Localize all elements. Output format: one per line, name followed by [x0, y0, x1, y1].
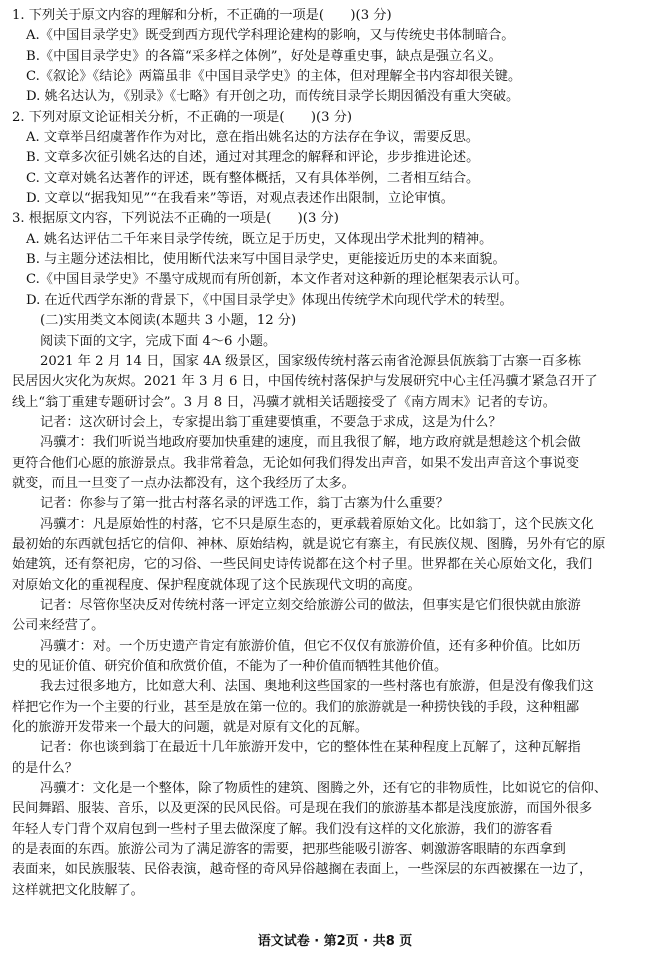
article-line: 线上“翁丁重建专题研讨会”。3 月 8 日，冯骥才就相关话题接受了《南方周末》记者的专访。	[12, 394, 556, 410]
section-title: (二)实用类文本阅读(本题共 3 小题，12 分)	[40, 313, 297, 329]
article-line: 民间舞蹈、服装、音乐，以及更深的民风民俗。可是现在我们的旅游基本都是浅度旅游，而国外很多	[12, 801, 593, 817]
article-line: 表面来，如民族服装、民俗表演，越奇怪的奇风异俗越搁在表面上，一些深层的东西被摞在一边了，	[12, 862, 593, 878]
question-stem: 3. 根据原文内容，下列说法不正确的一项是( )(3 分)	[12, 211, 339, 227]
article-line: 我去过很多地方，比如意大利、法国、奥地利这些国家的一些村落也有旅游，但是没有像我们这	[40, 679, 594, 695]
page-footer: 语文试卷 · 第2页 · 共8 页	[257, 934, 413, 949]
instruction: 阅读下面的文字，完成下面 4～6 小题。	[40, 333, 277, 349]
question-2	[12, 108, 658, 210]
article-line: 样把它作为一个主要的行业，甚至是放在第一位的。我们的旅游就是一种捞快钱的手段，这种粗鄙	[12, 699, 580, 715]
article-line: 化的旅游开发带来一个最大的问题，就是对原有文化的瓦解。	[12, 720, 369, 736]
article-line: 的是表面的东西。旅游公司为了满足游客的需要，把那些能吸引游客、刺激游客眼睛的东西拿到	[12, 842, 566, 858]
option-c: C.《叙论》《结论》两篇虽非《中国目录学史》的主体，但对理解全书内容却很关键。	[26, 69, 522, 85]
article-line: 2021 年 2 月 14 日，国家 4A 级景区，国家级传统村落云南省沧源县佤族翁丁古寨一百多栋	[40, 353, 582, 369]
article-line: 始建筑，还有祭祀房，它的习俗、一些民间史诗传说都在这个村子里。世界都在关心原始文化，我们	[12, 557, 593, 573]
option-a: A. 文章举吕绍虞著作作为对比，意在指出姚名达的方法存在争议，需要反思。	[26, 130, 480, 146]
article-line: 记者：你也谈到翁丁在最近十几年旅游开发中，它的整体性在某种程度上瓦解了，这种瓦解指	[40, 740, 581, 756]
question-stem: 2. 下列对原文论证相关分析，不正确的一项是( )(3 分)	[12, 109, 353, 125]
article-line: 冯骥才：凡是原始性的村落，它不只是原生态的，更承载着原始文化。比如翁丁，这个民族文化	[40, 516, 594, 532]
article-body	[12, 352, 658, 901]
article-line: 年轻人专门背个双肩包到一些村子里去做深度了解。我们没有这样的文化旅游，我们的游客看	[12, 821, 553, 837]
article-line: 这样就把文化肢解了。	[12, 882, 144, 898]
article-line: 的是什么？	[12, 760, 78, 776]
question-stem: 1. 下列关于原文内容的理解和分析，不正确的一项是( )(3 分)	[12, 8, 392, 23]
article-line: 记者：尽管你坚决反对传统村落一评定立刻交给旅游公司的做法，但事实是它们很快就由旅游	[40, 597, 581, 613]
option-c: C.《中国目录学史》不墨守成规而有所创新，本文作者对这种新的理论框架表示认可。	[26, 272, 528, 288]
option-d: D. 姚名达认为，《别录》《七略》有开创之功，而传统目录学长期因循没有重大突破。	[26, 89, 520, 105]
article-line: 就变，而且一旦变了一点办法都没有，这个我经历了太多。	[12, 475, 355, 491]
article-line: 民居因火灾化为灰烬。2021 年 3 月 6 日，中国传统村落保护与发展研究中心主任冯骥才紧急召开了	[12, 374, 598, 390]
article-line: 对原始文化的重视程度、保护程度就体现了这个民族现代文明的高度。	[12, 577, 421, 593]
article-line: 冯骥才：对。一个历史遗产肯定有旅游价值，但它不仅仅有旅游价值，还有多种价值。比如历	[40, 638, 581, 654]
article-line: 冯骥才：我们听说当地政府要加快重建的速度，而且我很了解，地方政府就是想趁这个机会做	[40, 435, 581, 451]
article-line: 公司来经营了。	[12, 618, 105, 634]
option-b: B. 文章多次征引姚名达的自述，通过对其理念的解释和评论，步步推进论述。	[26, 150, 480, 166]
option-b: B. 与主题分述法相比，使用断代法来写中国目录学史，更能接近历史的本来面貌。	[26, 252, 506, 268]
article-line: 记者：你参与了第一批古村落名录的评选工作，翁丁古寨为什么重要？	[40, 496, 449, 512]
article-line: 更符合他们心愿的旅游景点。我非常着急，无论如何我们得发出声音，如果不发出声音这个事说变	[12, 455, 580, 471]
question-3	[12, 209, 658, 311]
option-a: A.《中国目录学史》既受到西方现代学科理论建构的影响，又与传统史书体制暗合。	[26, 28, 515, 44]
option-d: D. 文章以“据我知见”“在我看来”等语，对观点表述作出限制，立论审慎。	[26, 191, 454, 207]
question-1	[12, 6, 658, 108]
option-c: C. 文章对姚名达著作的评述，既有整体概括，又有具体举例，二者相互结合。	[26, 170, 480, 186]
option-b: B.《中国目录学史》的各篇“采多样之体例”，好处是尊重史事，缺点是强立名义。	[26, 48, 502, 64]
option-a: A. 姚名达评估二千年来目录学传统，既立足于历史，又体现出学术批判的精神。	[26, 231, 493, 247]
article-line: 冯骥才：文化是一个整体，除了物质性的建筑、图腾之外，还有它的非物质性，比如说它的信仰、	[40, 781, 608, 797]
article-line: 最初始的东西就包括它的信仰、神林、原始结构，就是说它有寨主，有民族仪规、图腾，另外有它的原	[12, 536, 606, 552]
article-line: 史的见证价值、研究价值和欣赏价值，不能为了一种价值而牺牲其他价值。	[12, 659, 448, 674]
article-line: 记者：这次研讨会上，专家提出翁丁重建要慎重，不要急于求成，这是为什么？	[40, 414, 502, 430]
option-d: D. 在近代西学东渐的背景下，《中国目录学史》体现出传统学术向现代学术的转型。	[26, 292, 513, 308]
